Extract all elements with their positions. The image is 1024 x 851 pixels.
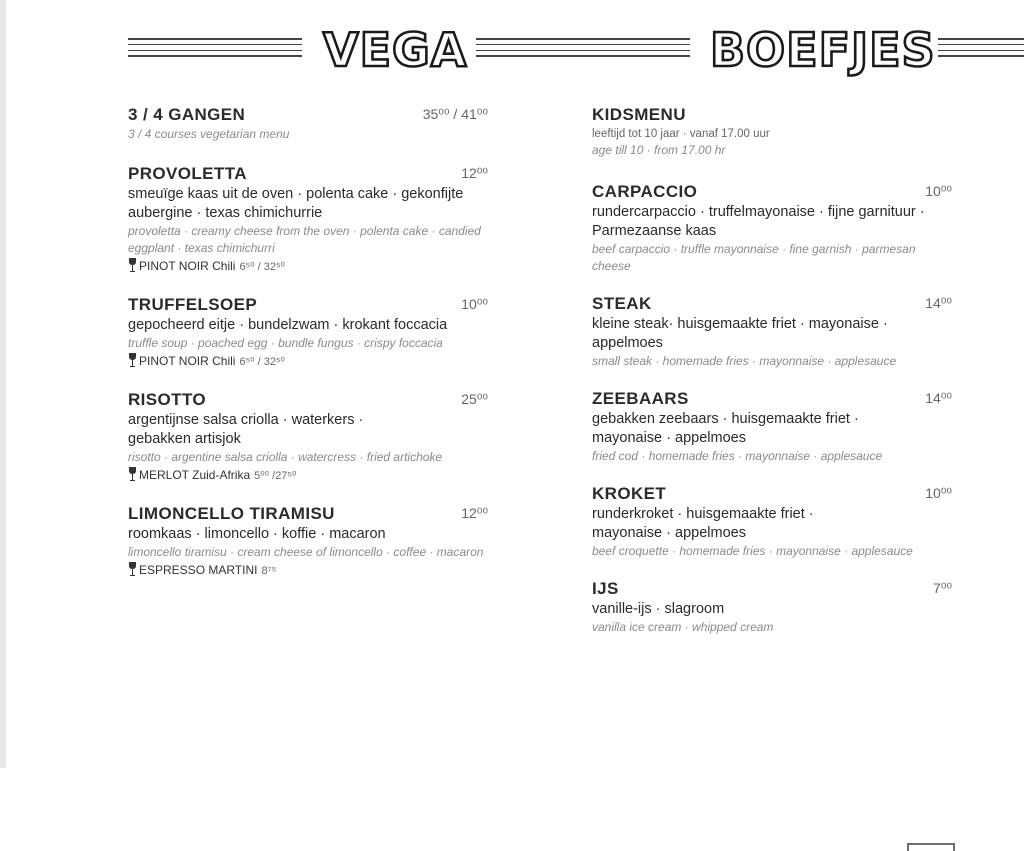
item-description: runderkroket · huisgemaakte friet · mayonaise · appelmoes xyxy=(592,506,814,541)
vega-column xyxy=(128,104,488,598)
menu-item xyxy=(592,483,952,560)
item-name: RISOTTO xyxy=(128,390,207,409)
wine-price: 6⁵⁰ / 32⁵⁰ xyxy=(239,261,285,273)
item-price: 7⁰⁰ xyxy=(932,580,952,596)
menu-item xyxy=(128,503,488,580)
wine-price: 6⁵⁰ / 32⁵⁰ xyxy=(239,356,285,368)
boefjes-title: BOEFJES xyxy=(710,23,936,77)
header-rule-left xyxy=(128,38,302,60)
item-english: vanilla ice cream · whipped cream xyxy=(592,620,774,634)
menu-item xyxy=(592,104,952,159)
wine-name: PINOT NOIR Chili xyxy=(139,259,236,273)
item-english: risotto · argentine salsa criolla · watercress · fried artichoke xyxy=(128,450,443,464)
item-name: TRUFFELSOEP xyxy=(128,295,258,314)
item-name: CARPACCIO xyxy=(592,182,698,201)
page-corner-control[interactable] xyxy=(907,843,955,851)
wine-name: ESPRESSO MARTINI xyxy=(139,563,258,577)
item-description: gepocheerd eitje · bundelzwam · krokant foccacia xyxy=(128,317,448,333)
wine-price: 8⁷⁵ xyxy=(261,565,277,577)
wine-price: 5⁰⁰ /27⁵⁰ xyxy=(254,470,297,482)
item-description: smeuïge kaas uit de oven · polenta cake · gekonfijte aubergine · texas chimichurrie xyxy=(128,186,464,221)
item-description: gebakken zeebaars · huisgemaakte friet · mayonaise · appelmoes xyxy=(592,411,859,446)
item-description: kleine steak· huisgemaakte friet · mayonaise · appelmoes xyxy=(592,316,888,351)
wine-name: MERLOT Zuid-Afrika xyxy=(139,468,251,482)
item-name: LIMONCELLO TIRAMISU xyxy=(128,504,335,523)
item-english: fried cod · homemade fries · mayonnaise · applesauce xyxy=(592,449,883,463)
item-name: PROVOLETTA xyxy=(128,164,247,183)
item-description: vanille-ijs · slagroom xyxy=(592,601,725,617)
item-price: 10⁰⁰ xyxy=(925,183,952,199)
item-name: 3 / 4 GANGEN xyxy=(128,105,246,124)
item-english: limoncello tiramisu · cream cheese of limoncello · coffee · macaron xyxy=(128,545,484,559)
menu-item xyxy=(592,578,952,636)
item-price: 35⁰⁰ / 41⁰⁰ xyxy=(422,106,488,122)
item-name: KIDSMENU xyxy=(592,105,686,124)
item-english: small steak · homemade fries · mayonnaise · applesauce xyxy=(592,354,897,368)
item-name: STEAK xyxy=(592,294,652,313)
item-english: provoletta · creamy cheese from the oven · polenta cake · candied eggplant · texas chimichurri xyxy=(128,224,481,255)
item-english: 3 / 4 courses vegetarian menu xyxy=(128,127,290,141)
item-english: beef carpaccio · truffle mayonnaise · fine garnish · parmesan cheese xyxy=(592,242,916,273)
menu-item xyxy=(592,388,952,465)
item-name: KROKET xyxy=(592,484,667,503)
menu-item xyxy=(592,293,952,370)
item-price: 14⁰⁰ xyxy=(925,390,952,406)
menu-item xyxy=(128,294,488,371)
wine-pairing xyxy=(128,561,488,580)
item-price: 25⁰⁰ xyxy=(461,391,488,407)
wine-glass-icon xyxy=(128,562,137,576)
item-description: argentijnse salsa criolla · waterkers · gebakken artisjok xyxy=(128,412,364,447)
item-description: rundercarpaccio · truffelmayonaise · fijne garnituur · Parmezaanse kaas xyxy=(592,204,925,239)
wine-glass-icon xyxy=(128,353,137,367)
item-english: beef croquette · homemade fries · mayonnaise · applesauce xyxy=(592,544,913,558)
header-rule-right xyxy=(938,38,1024,60)
boefjes-column xyxy=(592,104,952,654)
wine-glass-icon xyxy=(128,467,137,481)
item-price: 12⁰⁰ xyxy=(461,165,488,181)
blank-area xyxy=(0,768,1024,848)
header-rule-middle xyxy=(476,38,690,60)
item-price: 12⁰⁰ xyxy=(461,505,488,521)
item-price: 14⁰⁰ xyxy=(925,295,952,311)
wine-pairing xyxy=(128,352,488,371)
item-english: age till 10 · from 17.00 hr xyxy=(592,143,726,157)
menu-item xyxy=(128,163,488,276)
menu-item xyxy=(128,389,488,485)
menu-item xyxy=(592,181,952,275)
item-subtitle: leeftijd tot 10 jaar · vanaf 17.00 uur xyxy=(592,128,770,140)
item-description: roomkaas · limoncello · koffie · macaron xyxy=(128,526,386,542)
wine-glass-icon xyxy=(128,258,137,272)
item-name: IJS xyxy=(592,579,619,598)
vega-title: VEGA xyxy=(323,23,468,77)
item-price: 10⁰⁰ xyxy=(925,485,952,501)
wine-name: PINOT NOIR Chili xyxy=(139,354,236,368)
item-name: ZEEBAARS xyxy=(592,389,689,408)
wine-pairing xyxy=(128,257,488,276)
wine-pairing xyxy=(128,466,488,485)
menu-item xyxy=(128,104,488,143)
item-price: 10⁰⁰ xyxy=(461,296,488,312)
item-english: truffle soup · poached egg · bundle fungus · crispy foccacia xyxy=(128,336,443,350)
